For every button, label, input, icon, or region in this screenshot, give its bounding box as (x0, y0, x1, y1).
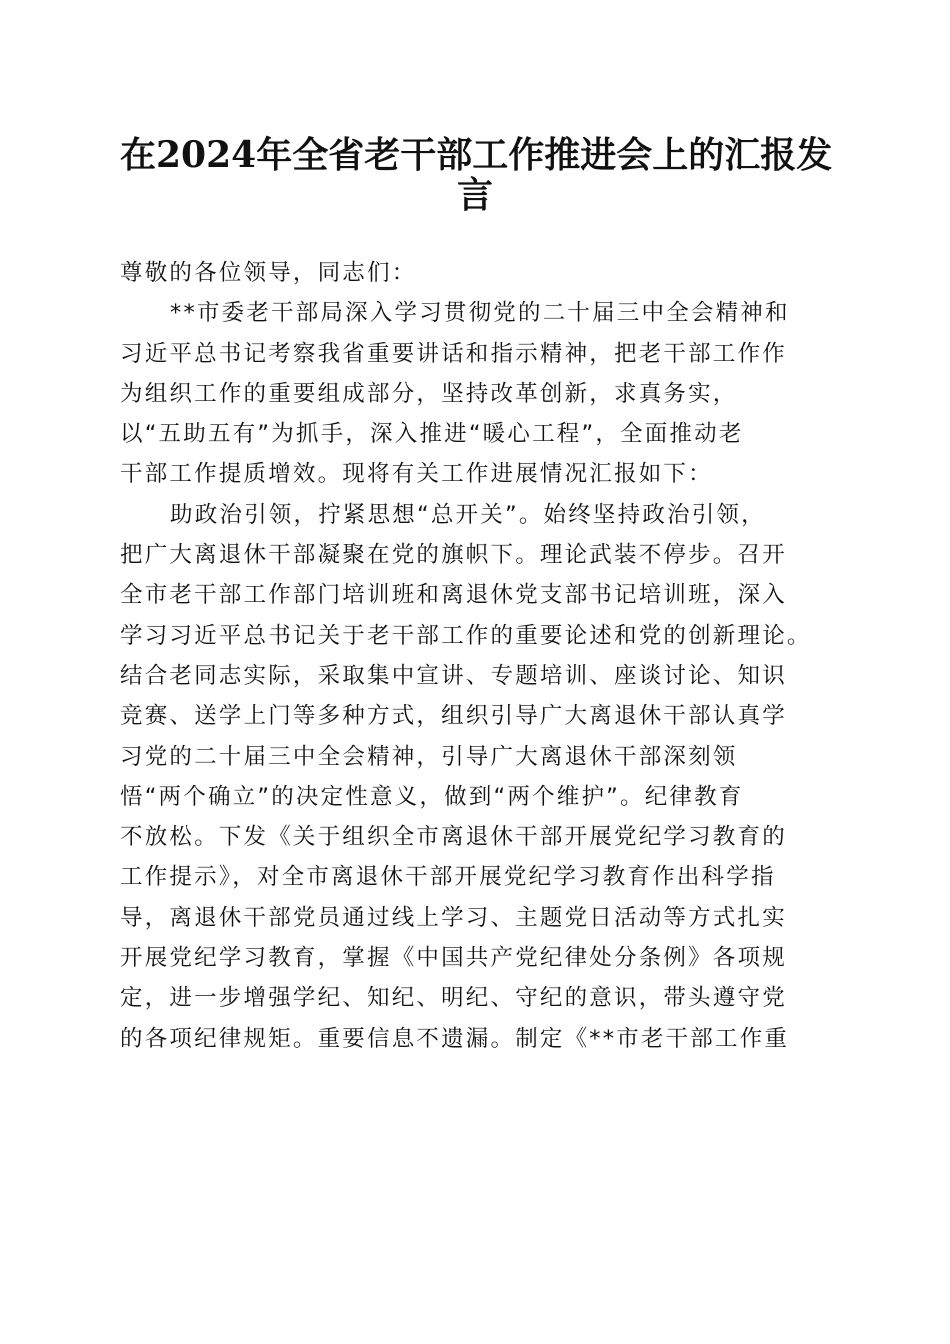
body-line: 习近平总书记考察我省重要讲话和指示精神，把老干部工作作 (120, 340, 787, 367)
salutation: 尊敬的各位领导，同志们： (120, 260, 417, 286)
body-line: 悟“两个确立”的决定性意义，做到“两个维护”。纪律教育 (120, 783, 744, 810)
body-line: 学习习近平总书记关于老干部工作的重要论述和党的创新理论。 (120, 622, 812, 649)
body-line: 为组织工作的重要组成部分，坚持改革创新，求真务实， (120, 380, 738, 407)
body-line: 以“五助五有”为抓手，深入推进“暖心工程”，全面推动老 (120, 421, 744, 448)
body-line: 结合老同志实际，采取集中宣讲、专题培训、座谈讨论、知识 (120, 662, 787, 689)
body-line: 竞赛、送学上门等多种方式，组织引导广大离退休干部认真学 (120, 703, 787, 730)
body-line: 开展党纪学习教育，掌握《中国共产党纪律处分条例》各项规 (120, 945, 787, 972)
title-line-1: 在2024年全省老干部工作推进会上的汇报发 (120, 134, 833, 176)
body-line: 把广大离退休干部凝聚在党的旗帜下。理论武装不停步。召开 (120, 542, 787, 569)
body-line: 定，进一步增强学纪、知纪、明纪、守纪的意识，带头遵守党 (120, 985, 787, 1012)
body-line: 的各项纪律规矩。重要信息不遗漏。制定《**市老干部工作重 (120, 1025, 790, 1052)
body-line: 助政治引领，拧紧思想“总开关”。始终坚持政治引领， (170, 501, 766, 528)
body-line: 干部工作提质增效。现将有关工作进展情况汇报如下： (120, 461, 713, 488)
body-line: 习党的二十届三中全会精神，引导广大离退休干部深刻领 (120, 743, 738, 770)
body-line: 导，离退休干部党员通过线上学习、主题党日活动等方式扎实 (120, 904, 787, 931)
title-line-2: 言 (456, 174, 493, 217)
document-body (120, 253, 832, 1059)
document-title (120, 130, 833, 217)
body-line: 不放松。下发《关于组织全市离退休干部开展党纪学习教育的 (120, 824, 787, 851)
body-line: 全市老干部工作部门培训班和离退休党支部书记培训班，深入 (120, 582, 787, 609)
body-line: 工作提示》，对全市离退休干部开展党纪学习教育作出科学指 (120, 864, 776, 891)
body-line: **市委老干部局深入学习贯彻党的二十届三中全会精神和 (170, 300, 790, 327)
